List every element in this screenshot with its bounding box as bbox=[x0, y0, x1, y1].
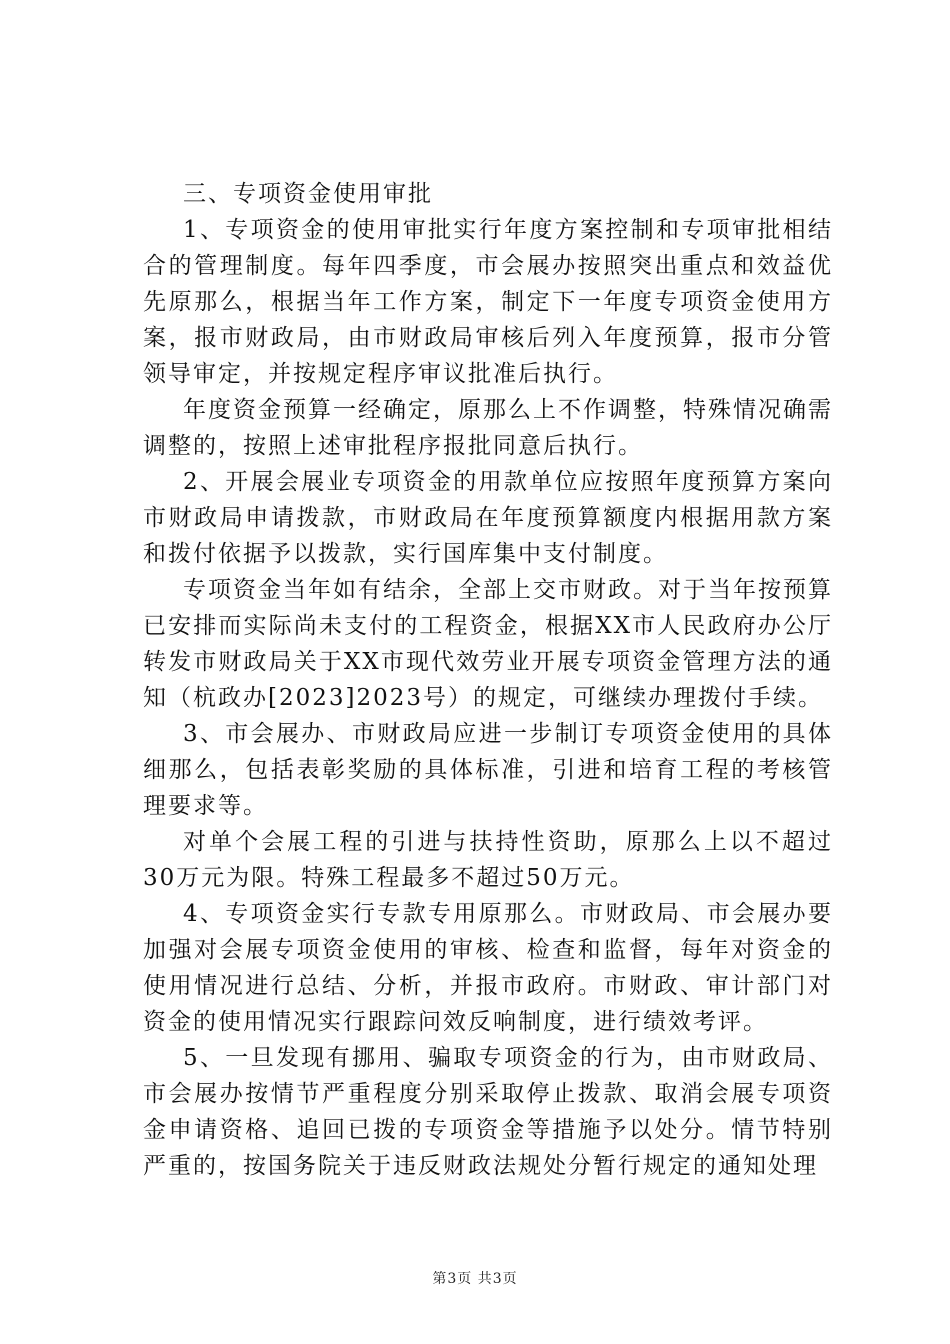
paragraph-4: 专项资金当年如有结余，全部上交市财政。对于当年按预算已安排而实际尚未支付的工程资金，根据XX市人民政府办公厅转发市财政局关于XX市现代效劳业开展专项资金管理方法的通知（杭政办[2023]2023号）的规定，可继续办理拨付手续。 bbox=[143, 577, 833, 711]
paragraph-7: 4、专项资金实行专款专用原那么。市财政局、市会展办要加强对会展专项资金使用的审核、检查和监督，每年对资金的使用情况进行总结、分析，并报市政府。市财政、审计部门对资金的使用情况实行跟踪问效反响制度，进行绩效考评。 bbox=[143, 901, 833, 1035]
paragraph-1: 1、专项资金的使用审批实行年度方案控制和专项审批相结合的管理制度。每年四季度，市会展办按照突出重点和效益优先原那么，根据当年工作方案，制定下一年度专项资金使用方案，报市财政局，由市财政局审核后列入年度预算，报市分管领导审定，并按规定程序审议批准后执行。 bbox=[143, 217, 833, 387]
paragraph-2: 年度资金预算一经确定，原那么上不作调整，特殊情况确需调整的，按照上述审批程序报批同意后执行。 bbox=[143, 397, 833, 459]
paragraph-8: 5、一旦发现有挪用、骗取专项资金的行为，由市财政局、市会展办按情节严重程度分别采取停止拨款、取消会展专项资金申请资格、追回已拨的专项资金等措施予以处分。情节特别严重的，按国务院关于违反财政法规处分暂行规定的通知处理 bbox=[143, 1045, 833, 1179]
page-number-footer: 第3页 共3页 bbox=[432, 1271, 518, 1287]
document-body bbox=[143, 176, 833, 1184]
paragraph-5: 3、市会展办、市财政局应进一步制订专项资金使用的具体细那么，包括表彰奖励的具体标准，引进和培育工程的考核管理要求等。 bbox=[143, 721, 833, 819]
section-heading: 三、专项资金使用审批 bbox=[183, 181, 433, 207]
paragraph-6: 对单个会展工程的引进与扶持性资助，原那么上以不超过30万元为限。特殊工程最多不超过50万元。 bbox=[143, 829, 833, 891]
paragraph-3: 2、开展会展业专项资金的用款单位应按照年度预算方案向市财政局申请拨款，市财政局在年度预算额度内根据用款方案和拨付依据予以拨款，实行国库集中支付制度。 bbox=[143, 469, 833, 567]
